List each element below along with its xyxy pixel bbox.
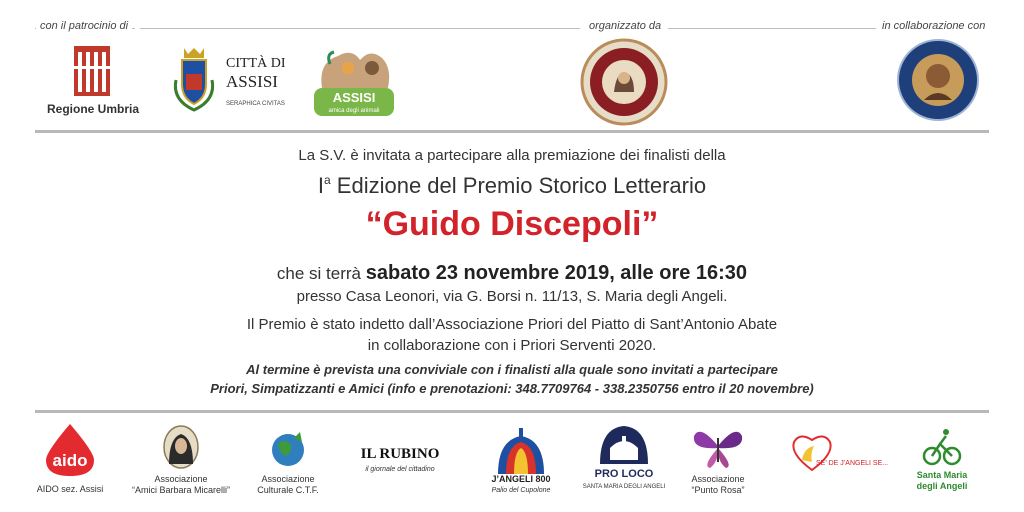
seal-icon-serventi	[896, 38, 980, 122]
assisi-coat-of-arms	[168, 44, 220, 116]
se-de-jangeli-wordmark: SE’ DE J’ANGELI SE...	[816, 460, 889, 467]
santa-maria-wordmark-1: Santa Maria	[916, 470, 968, 480]
header-line-middle	[140, 28, 580, 29]
assisi-label: ASSISI	[226, 72, 278, 91]
note-line-2: Priori, Simpatizzanti e Amici (info e prenotazioni: 348.7709764 - 338.2350756 entro il 20 novembre)	[210, 381, 814, 396]
jangeli-800-logo	[492, 426, 550, 476]
prize-title: “Guido Discepoli”	[365, 205, 659, 243]
priori-serventi-seal	[896, 38, 980, 122]
edition-line	[0, 173, 1024, 199]
top-divider	[35, 130, 989, 133]
aido-caption: AIDO sez. Assisi	[36, 484, 104, 494]
regione-umbria-label: Regione Umbria	[46, 102, 139, 116]
date-line	[0, 262, 1024, 285]
rubino-wordmark: IL RUBINO	[360, 446, 440, 462]
date-time: sabato 23 novembre 2019, alle ore 16:30	[365, 262, 748, 284]
pro-loco-subtitle: SANTA MARIA DEGLI ANGELI	[582, 484, 666, 490]
regione-umbria-logo	[72, 44, 112, 98]
header-line-right	[668, 28, 876, 29]
ctf-caption-2: Culturale C.T.F.	[257, 485, 319, 495]
collaboration-label: in collaborazione con	[878, 20, 989, 32]
santa-maria-wordmark-2: degli Angeli	[916, 481, 968, 491]
pro-loco-logo	[596, 424, 652, 466]
seal-icon	[580, 38, 668, 126]
citta-di-label: CITTÀ DI	[226, 56, 286, 71]
globe-icon	[268, 428, 308, 468]
pro-loco-wordmark: PRO LOCO	[594, 468, 654, 480]
dome-icon	[492, 426, 550, 476]
ctf-caption-1: Associazione	[261, 474, 315, 484]
coat-of-arms-icon	[168, 44, 220, 116]
edition-superscript: a	[324, 172, 331, 187]
basilica-icon	[596, 424, 652, 466]
ctf-logo	[268, 428, 308, 468]
punto-rosa-logo	[690, 422, 746, 470]
patronage-label: con il patrocinio di	[36, 20, 132, 32]
note-line-1: Al termine è prevista una conviviale con i finalisti alla quale sono invitati a partecipare	[246, 362, 778, 377]
jangeli-800-wordmark: J’ANGELI 800	[491, 474, 551, 484]
jangeli-800-subtitle: Palio del Cupolone	[491, 487, 551, 494]
barbara-caption-2: “Amici Barbara Micarelli”	[131, 485, 230, 495]
punto-rosa-caption-1: Associazione	[691, 474, 745, 484]
assisi-amica-label: ASSISI	[332, 90, 376, 105]
venue-line: presso Casa Leonori, via G. Borsi n. 11/13, S. Maria degli Angeli.	[296, 288, 728, 305]
bottom-divider	[35, 410, 989, 413]
regione-umbria-emblem-icon	[72, 44, 112, 98]
edition-numeral: I	[317, 173, 324, 198]
rubino-subtitle: il giornale del cittadino	[365, 466, 435, 473]
butterfly-icon	[690, 422, 746, 470]
assisi-amica-sub: amica degli animali	[328, 108, 380, 114]
promoter-line-1: Il Premio è stato indetto dall’Associazione Priori del Piatto di Sant’Antonio Abate	[246, 316, 778, 333]
invite-intro: La S.V. è invitata a partecipare alla premiazione dei finalisti della	[298, 147, 726, 164]
santa-maria-logo	[922, 426, 962, 466]
barbara-micarelli-portrait	[162, 424, 200, 470]
seraphica-civitas-label: SERAPHICA CIVITAS	[226, 101, 285, 107]
promoter-line-2: in collaborazione con i Priori Serventi 2020.	[367, 337, 657, 354]
edition-text: Edizione del Premio Storico Letterario	[330, 173, 707, 198]
date-prefix: che si terrà	[276, 264, 366, 283]
priori-piatto-seal	[580, 38, 668, 126]
barbara-caption-1: Associazione	[154, 474, 208, 484]
organized-label: organizzato da	[585, 20, 665, 32]
cyclist-icon	[922, 426, 962, 466]
aido-wordmark: aido	[52, 451, 88, 470]
punto-rosa-caption-2: “Punto Rosa”	[691, 485, 745, 495]
portrait-icon	[162, 424, 200, 470]
